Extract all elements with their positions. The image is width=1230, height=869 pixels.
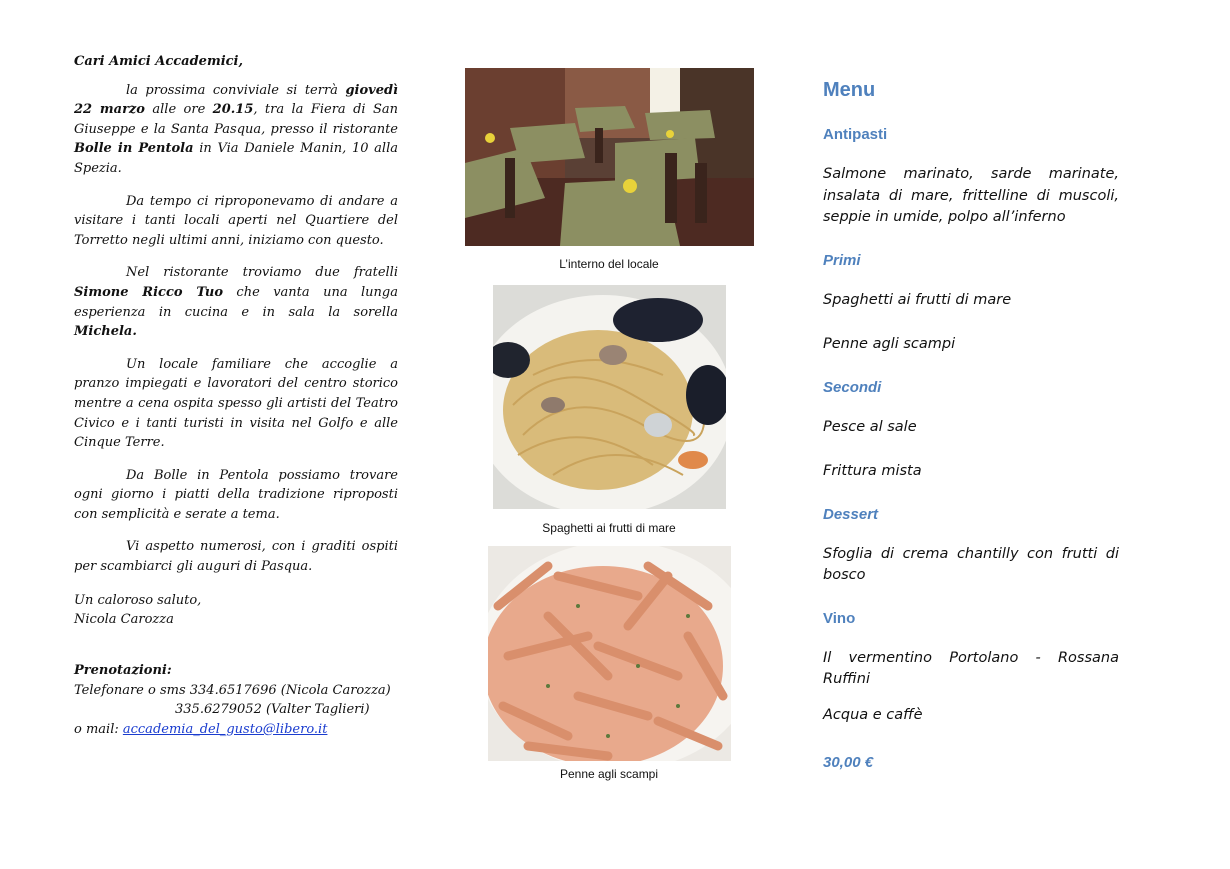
booking-phone-1: Telefonare o sms 334.6517696 (Nicola Carozza) [74, 682, 391, 698]
invitation-letter [74, 52, 398, 630]
booking-phone-2: 335.6279052 (Valter Taglieri) [175, 702, 370, 718]
letter-paragraph-invite: Vi aspetto numerosi, con i graditi ospiti per scambiarci gli auguri di Pasqua. [74, 539, 398, 575]
letter-paragraph-venue: Un locale familiare che accoglie a pranzo impiegati e lavoratori del centro storico mentre a cena ospita spesso gli artisti del Teatro Civico e i tanti turisti in visita nel Golfo e alle Cinque Terre. [74, 356, 398, 451]
menu-panel [823, 79, 1119, 771]
spaghetti-photo-caption: Spaghetti ai frutti di mare [542, 521, 676, 535]
booking-email-line: o mail: accademia_del_gusto@libero.it [74, 721, 328, 737]
penne-photo-caption: Penne agli scampi [559, 767, 659, 781]
menu-dish-secondi-1: Pesce al sale [823, 418, 917, 435]
menu-dish-antipasti: Salmone marinato, sarde marinate, insalata di mare, frittelline di muscoli, seppie in umide, polpo all’inferno [823, 166, 1119, 225]
letter-signature: Nicola Carozza [74, 612, 174, 628]
menu-dish-secondi-2: Frittura mista [823, 463, 922, 479]
letter-paragraph-intro: Da tempo ci riproponevamo di andare a visitare i tanti locali aperti nel Quartiere del Torretto negli ultimi anni, iniziamo con questo. [74, 193, 398, 248]
letter-paragraph-event: la prossima conviviale si terrà giovedì 22 marzo alle ore 20.15, tra la Fiera di San Giuseppe e la Santa Pasqua, presso il ristorante Bolle in Pentola in Via Daniele Manin, 10 alla Spezia. [74, 82, 398, 176]
menu-section-dessert: Dessert [823, 505, 879, 523]
menu-dish-primi-2: Penne agli scampi [823, 336, 956, 352]
interior-photo [465, 68, 754, 246]
menu-drinks: Acqua e caffè [823, 706, 923, 723]
menu-section-antipasti: Antipasti [823, 126, 888, 143]
letter-closing: Un caloroso saluto, [74, 592, 202, 608]
booking-email-link[interactable]: accademia_del_gusto@libero.it [122, 721, 328, 737]
menu-section-primi: Primi [823, 251, 861, 269]
letter-paragraph-dishes: Da Bolle in Pentola possiamo trovare ogni giorno i piatti della tradizione riproposti con semplicità e serate a tema. [74, 467, 398, 522]
letter-greeting: Cari Amici Accademici, [74, 54, 244, 69]
penne-photo-image [488, 546, 731, 761]
spaghetti-photo-image [493, 285, 726, 509]
menu-section-secondi: Secondi [823, 378, 882, 396]
booking-info [74, 661, 414, 739]
menu-section-vino: Vino [823, 609, 856, 627]
interior-photo-image [465, 68, 754, 246]
menu-dish-primi-1: Spaghetti ai frutti di mare [823, 291, 1012, 308]
interior-photo-caption: L’interno del locale [559, 257, 659, 271]
menu-wine-1: Il vermentino Portolano - Rossana Ruffini [823, 649, 1119, 687]
menu-dish-dessert-1: Sfoglia di crema chantilly con frutti di bosco [823, 545, 1119, 583]
spaghetti-photo [493, 285, 726, 509]
menu-title: Menu [823, 79, 876, 101]
penne-photo [488, 546, 731, 761]
booking-title: Prenotazioni: [74, 663, 172, 678]
letter-paragraph-owners: Nel ristorante troviamo due fratelli Simone Ricco Tuo che vanta una lunga esperienza in cucina e in sala la sorella Michela. [74, 265, 398, 340]
menu-price: 30,00 € [823, 754, 874, 771]
